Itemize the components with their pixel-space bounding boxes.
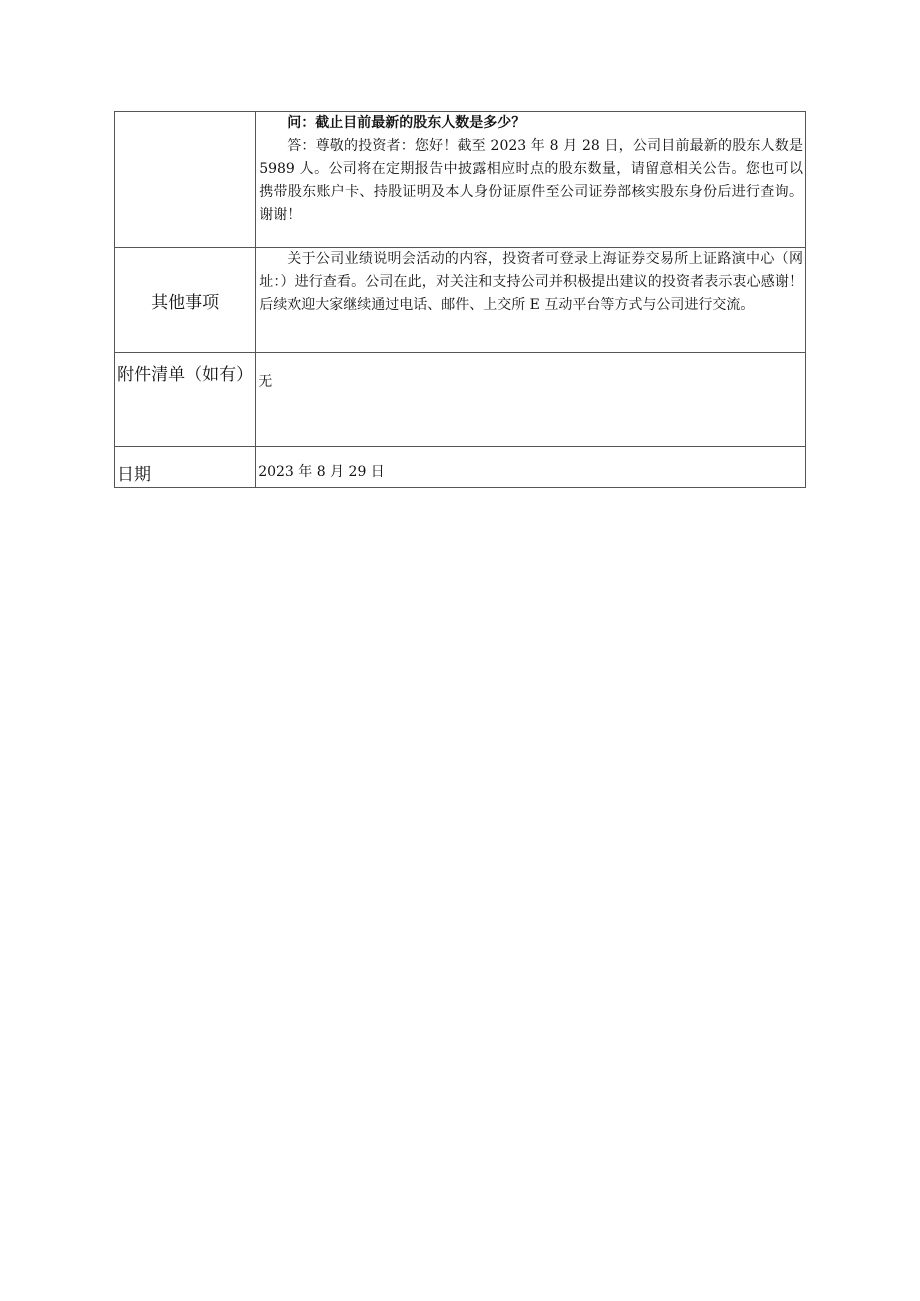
date-value: 2023 年 8 月 29 日 xyxy=(256,447,806,488)
other-label: 其他事项 xyxy=(115,248,256,353)
other-text: 关于公司业绩说明会活动的内容，投资者可登录上海证券交易所上证路演中心（网址：）进行查看。公司在此，对关注和支持公司并积极提出建议的投资者表示衷心感谢！后续欢迎大家继续通过电话、邮件、上交所 E 互动平台等方式与公司进行交流。 xyxy=(259,251,803,313)
answer-text: 答：尊敬的投资者：您好！截至 2023 年 8 月 28 日，公司目前最新的股东人数是 5989 人。公司将在定期报告中披露相应时点的股东数量，请留意相关公告。您也可以携带股东账户卡、持股证明及本人身份证原件至公司证券部核实股东身份后进行查询。谢谢！ xyxy=(259,138,803,223)
other-row xyxy=(115,248,806,353)
qa-label-cell xyxy=(115,112,256,248)
attachment-value: 无 xyxy=(256,353,806,447)
date-label: 日期 xyxy=(115,447,256,488)
qa-content-cell xyxy=(256,112,806,248)
question-text: 问：截止目前最新的股东人数是多少？ xyxy=(287,115,526,131)
attachment-row xyxy=(115,353,806,447)
qa-row xyxy=(115,112,806,248)
attachment-label: 附件清单（如有） xyxy=(115,353,256,447)
record-table xyxy=(114,111,806,488)
other-content-cell xyxy=(256,248,806,353)
date-row xyxy=(115,447,806,488)
